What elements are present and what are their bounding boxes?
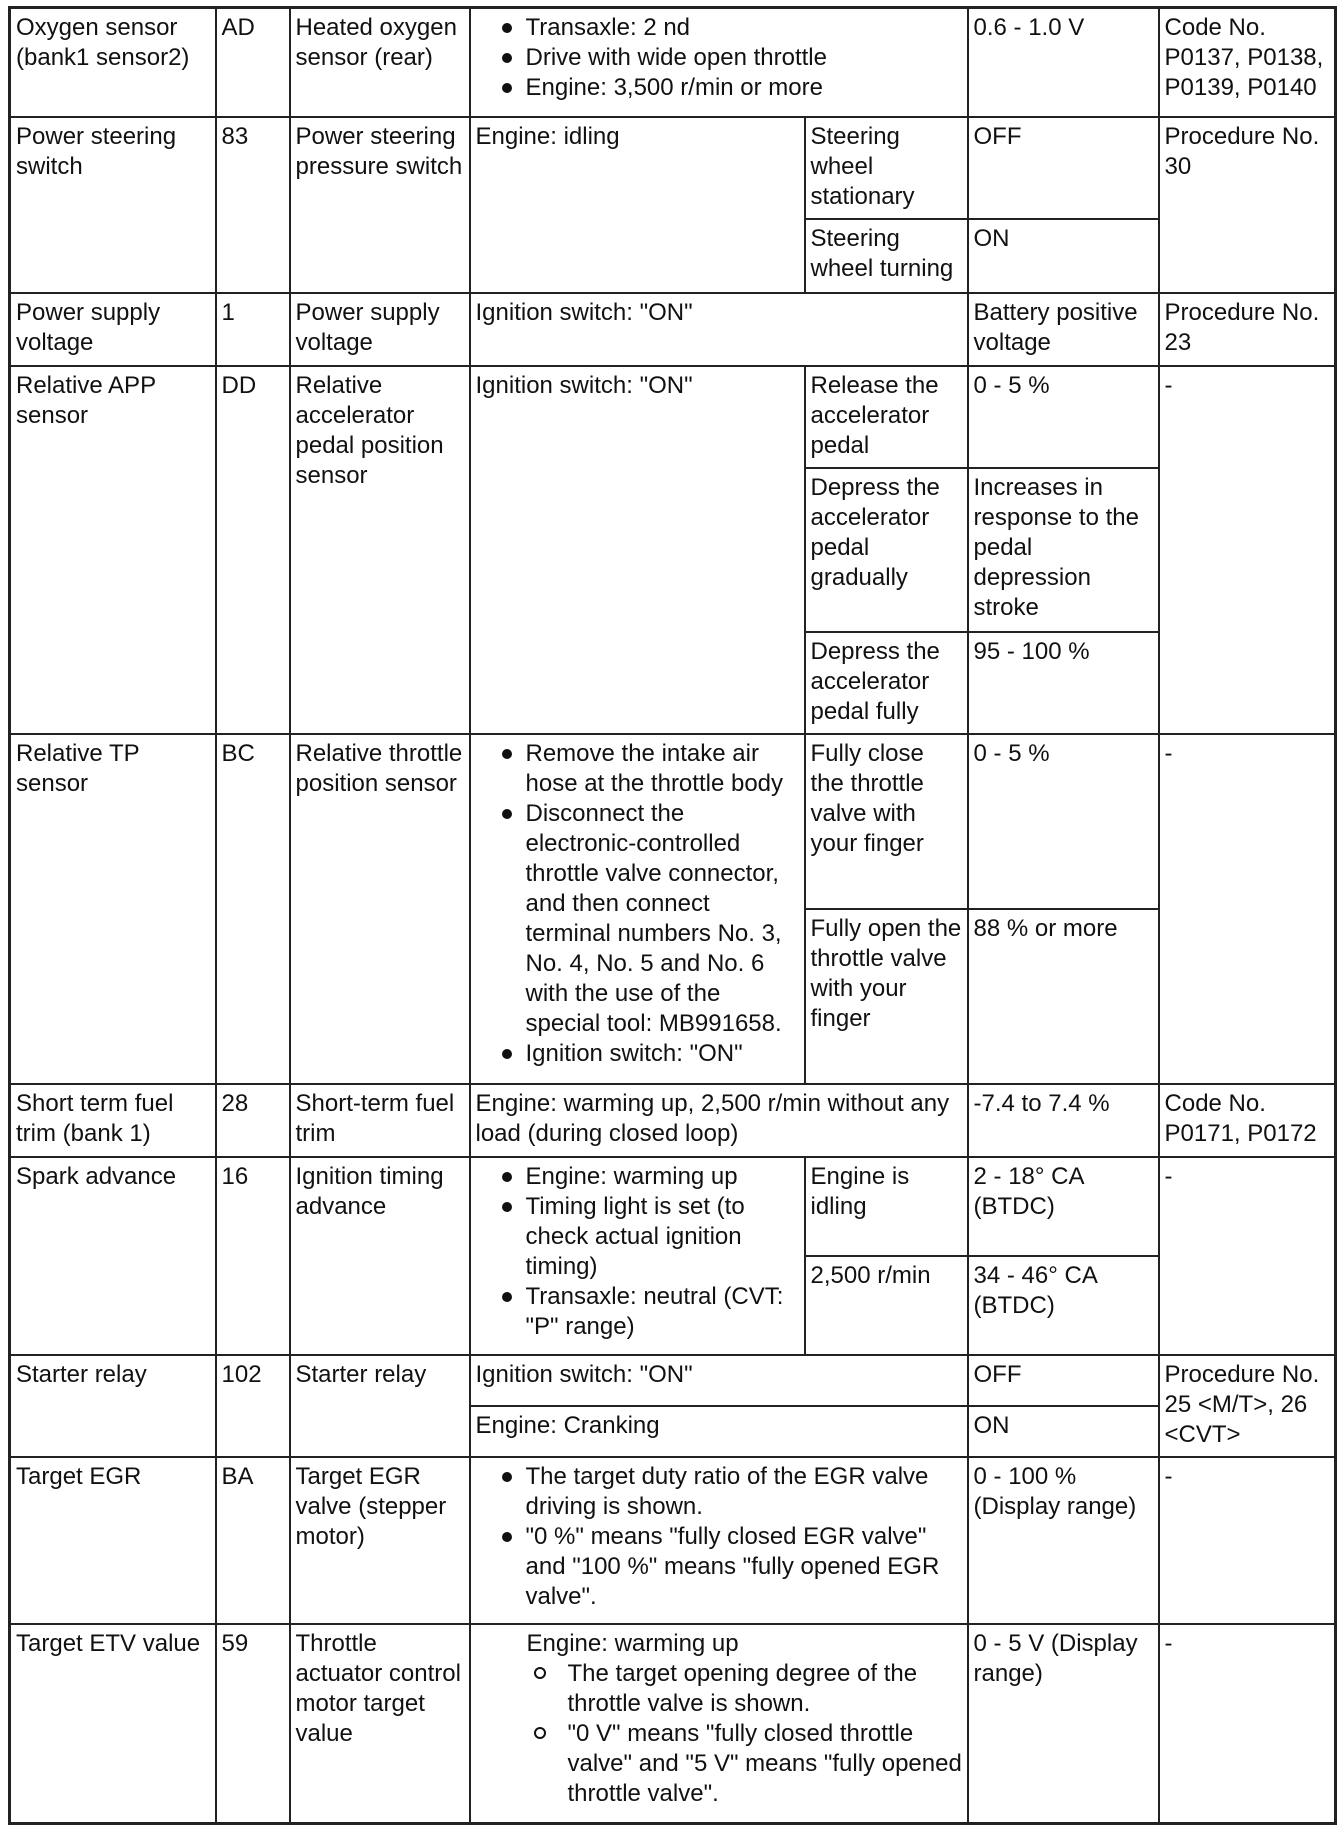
item-cell: Target ETV value (10, 1624, 216, 1824)
normal-cell: 88 % or more (968, 909, 1159, 1084)
table-row (10, 293, 1336, 366)
condition-cell (470, 1624, 968, 1824)
table-row (10, 366, 1336, 468)
check-cell: Engine: warming up, 2,500 r/min without any load (during closed loop) (470, 1084, 968, 1157)
code-cell: BC (216, 734, 290, 1084)
normal-cell: 2 - 18° CA (BTDC) (968, 1157, 1159, 1256)
normal-cell: Increases in response to the pedal depression stroke (968, 468, 1159, 632)
item-cell: Power supply voltage (10, 293, 216, 366)
table-row (10, 1624, 1336, 1824)
subcondition-item: "0 V" means "fully closed throttle valve" and "5 V" means "fully opened throttle valve". (527, 1719, 963, 1809)
normal-cell: ON (968, 219, 1159, 293)
reference-cell: - (1159, 1624, 1336, 1824)
description-cell: Power steering pressure switch (290, 117, 470, 293)
condition-item: Timing light is set (to check actual ignition timing) (486, 1192, 800, 1282)
description-cell: Power supply voltage (290, 293, 470, 366)
table-row (10, 1355, 1336, 1406)
condition-item: Transaxle: neutral (CVT: "P" range) (486, 1282, 800, 1342)
check-cell: Engine: idling (470, 117, 805, 293)
condition-list (476, 1162, 800, 1342)
code-cell: 1 (216, 293, 290, 366)
check-cell: Engine: Cranking (470, 1406, 968, 1457)
state-cell: Steering wheel stationary (805, 117, 968, 219)
reference-cell: - (1159, 1457, 1336, 1624)
state-cell: Release the accelerator pedal (805, 366, 968, 468)
description-cell: Target EGR valve (stepper motor) (290, 1457, 470, 1624)
condition-item: Ignition switch: "ON" (486, 1039, 800, 1069)
item-cell: Relative APP sensor (10, 366, 216, 734)
item-cell: Relative TP sensor (10, 734, 216, 1084)
condition-list (476, 13, 963, 103)
item-cell: Starter relay (10, 1355, 216, 1457)
reference-cell: - (1159, 1157, 1336, 1355)
condition-cell (470, 1157, 805, 1355)
state-cell: Engine is idling (805, 1157, 968, 1256)
reference-cell: Procedure No. 23 (1159, 293, 1336, 366)
normal-cell: 0 - 100 % (Display range) (968, 1457, 1159, 1624)
reference-cell: Code No. P0137, P0138, P0139, P0140 (1159, 8, 1336, 117)
condition-cell (470, 734, 805, 1084)
subcondition-list (527, 1659, 963, 1809)
state-cell: Steering wheel turning (805, 219, 968, 293)
code-cell: 59 (216, 1624, 290, 1824)
description-cell: Relative throttle position sensor (290, 734, 470, 1084)
description-cell: Heated oxygen sensor (rear) (290, 8, 470, 117)
state-cell: Depress the accelerator pedal fully (805, 632, 968, 734)
normal-cell: 0 - 5 % (968, 366, 1159, 468)
normal-cell: 0 - 5 V (Display range) (968, 1624, 1159, 1824)
code-cell: BA (216, 1457, 290, 1624)
condition-item: Remove the intake air hose at the throttle body (486, 739, 800, 799)
condition-cell (470, 8, 968, 117)
check-cell: Ignition switch: "ON" (470, 1355, 968, 1406)
condition-item: The target duty ratio of the EGR valve driving is shown. (486, 1462, 963, 1522)
item-cell: Target EGR (10, 1457, 216, 1624)
normal-cell: OFF (968, 117, 1159, 219)
condition-heading: Engine: warming up (526, 1629, 739, 1657)
normal-cell: 0.6 - 1.0 V (968, 8, 1159, 117)
item-cell: Power steering switch (10, 117, 216, 293)
code-cell: 102 (216, 1355, 290, 1457)
item-cell: Spark advance (10, 1157, 216, 1355)
table-row (10, 1084, 1336, 1157)
check-cell: Ignition switch: "ON" (470, 293, 968, 366)
table-row (10, 734, 1336, 909)
condition-list (476, 1462, 963, 1612)
code-cell: DD (216, 366, 290, 734)
normal-cell: 0 - 5 % (968, 734, 1159, 909)
condition-list (476, 739, 800, 1069)
description-cell: Short-term fuel trim (290, 1084, 470, 1157)
reference-cell: - (1159, 734, 1336, 1084)
state-cell: 2,500 r/min (805, 1256, 968, 1355)
description-cell: Throttle actuator control motor target value (290, 1624, 470, 1824)
table-row (10, 8, 1336, 117)
subcondition-block (476, 1659, 963, 1809)
item-cell: Oxygen sensor (bank1 sensor2) (10, 8, 216, 117)
normal-cell: OFF (968, 1355, 1159, 1406)
reference-cell: Procedure No. 30 (1159, 117, 1336, 293)
table-row (10, 1157, 1336, 1256)
state-cell: Fully open the throttle valve with your finger (805, 909, 968, 1084)
reference-cell: - (1159, 366, 1336, 734)
condition-item: Engine: 3,500 r/min or more (486, 73, 963, 103)
subcondition-item: The target opening degree of the throttle valve is shown. (527, 1659, 963, 1719)
code-cell: 83 (216, 117, 290, 293)
reference-cell: Procedure No. 25 <M/T>, 26 <CVT> (1159, 1355, 1336, 1457)
code-cell: 28 (216, 1084, 290, 1157)
data-list-table (8, 6, 1337, 1825)
normal-cell: -7.4 to 7.4 % (968, 1084, 1159, 1157)
code-cell: AD (216, 8, 290, 117)
normal-cell: 95 - 100 % (968, 632, 1159, 734)
description-cell: Relative accelerator pedal position sensor (290, 366, 470, 734)
condition-item: Drive with wide open throttle (486, 43, 963, 73)
code-cell: 16 (216, 1157, 290, 1355)
table-row (10, 1457, 1336, 1624)
table-row (10, 117, 1336, 219)
condition-item: Transaxle: 2 nd (486, 13, 963, 43)
state-cell: Depress the accelerator pedal gradually (805, 468, 968, 632)
normal-cell: 34 - 46° CA (BTDC) (968, 1256, 1159, 1355)
condition-item: Disconnect the electronic-controlled throttle valve connector, and then connect terminal numbers No. 3, No. 4, No. 5 and No. 6 with the use of the special tool: MB991658. (486, 799, 800, 1039)
normal-cell: Battery positive voltage (968, 293, 1159, 366)
condition-item: Engine: warming up (486, 1162, 800, 1192)
description-cell: Starter relay (290, 1355, 470, 1457)
normal-cell: ON (968, 1406, 1159, 1457)
state-cell: Fully close the throttle valve with your finger (805, 734, 968, 909)
item-cell: Short term fuel trim (bank 1) (10, 1084, 216, 1157)
reference-cell: Code No. P0171, P0172 (1159, 1084, 1336, 1157)
description-cell: Ignition timing advance (290, 1157, 470, 1355)
check-cell: Ignition switch: "ON" (470, 366, 805, 734)
condition-cell (470, 1457, 968, 1624)
condition-item: "0 %" means "fully closed EGR valve" and "100 %" means "fully opened EGR valve". (486, 1522, 963, 1612)
